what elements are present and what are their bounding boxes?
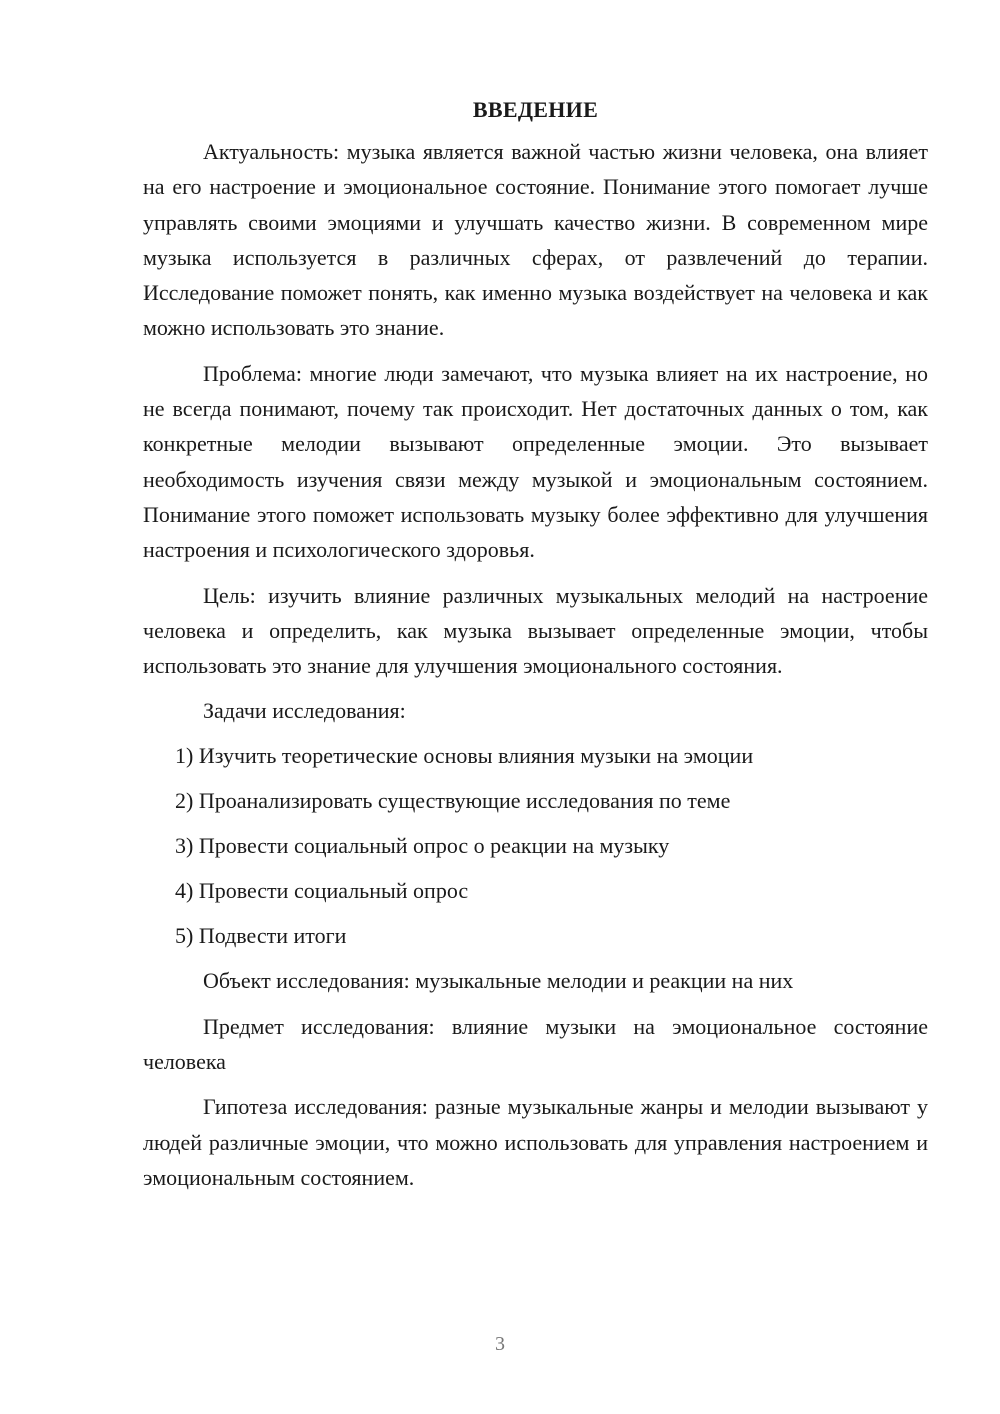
task-item: 3) Провести социальный опрос о реакции на музыку [175,833,670,859]
object-paragraph: Объект исследования: музыкальные мелодии и реакции на них [203,968,794,994]
task-item: 4) Провести социальный опрос [175,878,469,904]
subject-paragraph: Предмет исследования: влияние музыки на эмоциональное состояние человека [143,1013,928,1075]
document-page [143,95,928,1205]
goal-paragraph: Цель: изучить влияние различных музыкальных мелодий на настроение человека и определить, как музыка вызывает определенные эмоции, чтобы использовать это знание для улучшения эмоционального состояния. [143,582,928,679]
tasks-heading: Задачи исследования: [203,698,406,724]
tasks-list [143,738,928,953]
task-item: 5) Подвести итоги [175,923,347,949]
relevance-paragraph: Актуальность: музыка является важной частью жизни человека, она влияет на его настроение и эмоциональное состояние. Понимание этого помогает лучше управлять своими эмоциями и улучшать качество жизни. В современном мире музыка используется в различных сферах, от развлечений до терапии. Исследование поможет понять, как именно музыка воздействует на человека и как можно использовать это знание. [143,139,928,341]
section-title: ВВЕДЕНИЕ [472,97,599,122]
task-item: 2) Проанализировать существующие исследования по теме [175,788,731,814]
hypothesis-paragraph: Гипотеза исследования: разные музыкальные жанры и мелодии вызывают у людей различные эмоции, что можно использовать для управления настроением и эмоциональным состоянием. [143,1094,928,1190]
task-item: 1) Изучить теоретические основы влияния музыки на эмоции [175,743,754,769]
problem-paragraph: Проблема: многие люди замечают, что музыка влияет на их настроение, но не всегда понимают, почему так происходит. Нет достаточных данных о том, как конкретные мелодии вызывают определенные эмоции. Это вызывает необходимость изучения связи между музыкой и эмоциональным состоянием. Понимание этого поможет использовать музыку более эффективно для улучшения настроения и психологического здоровья. [143,360,928,563]
page-number: 3 [495,1333,505,1355]
